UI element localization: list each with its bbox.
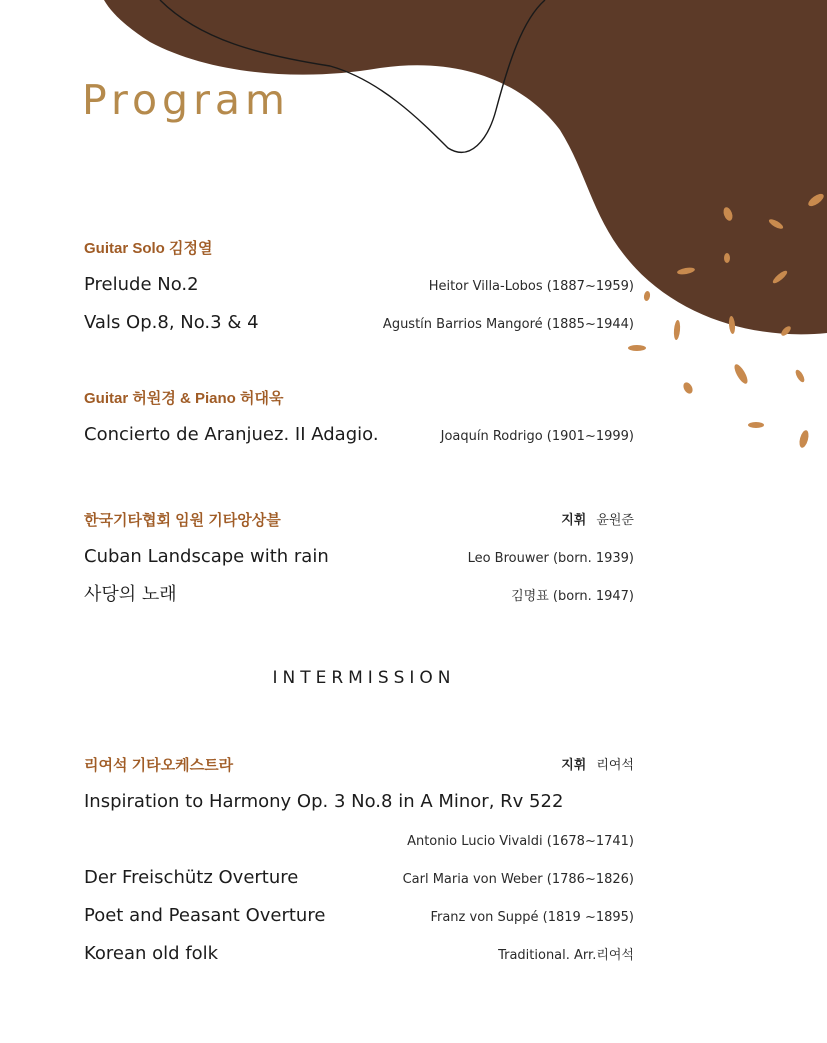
piece-title: Prelude No.2 <box>84 274 199 295</box>
program-item <box>84 266 634 304</box>
section-header <box>84 238 634 260</box>
program-item <box>84 538 634 576</box>
composer: Carl Maria von Weber (1786~1826) <box>402 872 634 887</box>
conductor-info <box>561 755 634 777</box>
conductor-label: 지휘 <box>561 758 587 773</box>
piece-title: Concierto de Aranjuez. II Adagio. <box>84 424 379 445</box>
program-section-guitar-piano <box>84 388 634 454</box>
program-section-guitar-solo <box>84 238 634 342</box>
composer: Traditional. Arr.리여석 <box>498 948 634 963</box>
composer: Franz von Suppé (1819 ~1895) <box>430 910 634 925</box>
piece-title: Der Freischütz Overture <box>84 867 299 888</box>
program-item <box>84 783 634 821</box>
program-item <box>84 935 634 973</box>
piece-title: Korean old folk <box>84 943 219 964</box>
composer: Joaquín Rodrigo (1901~1999) <box>440 429 634 444</box>
program-item <box>84 897 634 935</box>
program-item <box>84 304 634 342</box>
section-title: Guitar 허원경 & Piano 허대욱 <box>84 390 284 407</box>
piece-title: Vals Op.8, No.3 & 4 <box>84 312 259 333</box>
composer: Leo Brouwer (born. 1939) <box>467 551 634 566</box>
piece-title: Inspiration to Harmony Op. 3 No.8 in A Minor, Rv 522 <box>84 791 564 812</box>
program-item-composer-line <box>84 821 634 859</box>
program-item <box>84 859 634 897</box>
section-header <box>84 510 634 532</box>
section-header <box>84 388 634 410</box>
program-item <box>84 576 634 614</box>
section-title: 리여석 기타오케스트라 <box>84 757 234 774</box>
composer: Antonio Lucio Vivaldi (1678~1741) <box>407 834 634 849</box>
program-item <box>84 416 634 454</box>
conductor-label: 지휘 <box>561 513 587 528</box>
section-header <box>84 755 634 777</box>
piece-title: 사당의 노래 <box>84 584 177 605</box>
section-title: Guitar Solo 김정열 <box>84 240 213 257</box>
page-title: Program <box>82 76 290 124</box>
program-section-guitar-orchestra <box>84 755 634 973</box>
composer: Agustín Barrios Mangoré (1885~1944) <box>382 317 634 332</box>
composer: 김명표 (born. 1947) <box>511 589 634 604</box>
conductor-name: 윤원준 <box>596 513 634 528</box>
program-section-guitar-ensemble <box>84 510 634 614</box>
intermission-label: INTERMISSION <box>272 668 456 688</box>
conductor-info <box>561 510 634 532</box>
piece-title: Cuban Landscape with rain <box>84 546 329 567</box>
piece-title: Poet and Peasant Overture <box>84 905 326 926</box>
conductor-name: 리여석 <box>596 758 634 773</box>
composer: Heitor Villa-Lobos (1887~1959) <box>428 279 634 294</box>
section-title: 한국기타협회 임원 기타앙상블 <box>84 512 281 529</box>
